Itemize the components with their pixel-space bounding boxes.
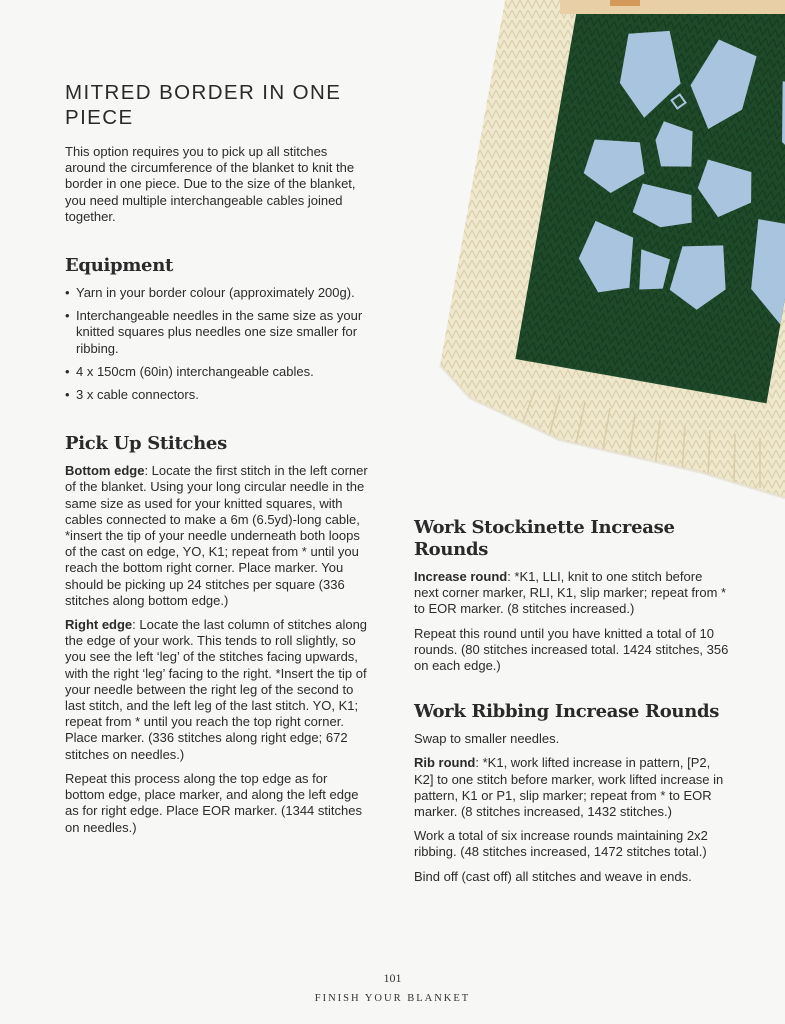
equipment-list (65, 285, 370, 403)
repeat-paragraph: Repeat this process along the top edge as for bottom edge, place marker, and along the left edge as for right edge. Place EOR marker. (1344 stitches on needles.) (65, 770, 362, 835)
ribbing-heading: Work Ribbing Increase Rounds (414, 701, 720, 723)
bottom-edge-paragraph: Bottom edge: Locate the first stitch in the left corner of the blanket. Using your long circular needle in the same size as used for your knitted squares, with cables connected to make a 6m (6.5yd)-long cable, *insert the tip of your needle underneath both loops of the cast on edge, YO, K1; repeat from * until you reach the bottom right corner. Place marker. You should be picking up 24 stitches per square (336 stitches along bottom edge.) (65, 463, 368, 608)
stockinette-repeat-paragraph: Repeat this round until you have knitted a total of 10 rounds. (80 stitches increased total. 1424 stitches, 356 on each edge.) (414, 625, 729, 674)
bullet: • (65, 363, 70, 379)
list-item: • 3 x cable connectors. (65, 387, 199, 403)
intro-paragraph: This option requires you to pick up all stitches around the circumference of the blanket to knit the border in one piece. Due to the size of the blanket, you need multiple interchangeable cables joined together. (65, 144, 356, 224)
bullet: • (65, 387, 70, 403)
bullet: • (65, 285, 70, 301)
page-title: MITRED BORDER IN ONE PIECE (65, 81, 342, 129)
bind-off-paragraph: Bind off (cast off) all stitches and weave in ends. (414, 868, 692, 884)
bullet: • (65, 308, 70, 324)
swap-needles-paragraph: Swap to smaller needles. (414, 731, 560, 747)
list-item: • 4 x 150cm (60in) interchangeable cables. (65, 363, 314, 379)
equipment-heading: Equipment (65, 255, 174, 277)
right-edge-paragraph: Right edge: Locate the last column of stitches along the edge of your work. This tends to roll slightly, so you see the left ‘leg’ of the stitches facing upwards, with the right ‘leg’ facing to the right. *Insert the tip of your needle between the right leg of the second to last stitch, and the left leg of the last stitch. YO, K1; repeat from * until you reach the top right corner. Place marker. (336 stitches along right edge; 672 stitches on needles.) (65, 617, 368, 762)
page-number: 101 (383, 971, 402, 985)
list-item: • Yarn in your border colour (approximately 200g). (65, 285, 355, 301)
section-footer: FINISH YOUR BLANKET (314, 993, 471, 1004)
list-item: • Interchangeable needles in the same size as your knitted squares plus needles one size smaller for ribbing. (65, 308, 363, 356)
left-column (65, 80, 370, 844)
stockinette-heading: Work Stockinette Increase Rounds (414, 517, 675, 560)
increase-round-paragraph: Increase round: *K1, LLI, knit to one stitch before next corner marker, RLI, K1, slip marker; repeat from * to EOR marker. (8 stitches increased.) (414, 569, 727, 617)
rib-round-paragraph: Rib round: *K1, work lifted increase in pattern, [P2, K2] to one stitch before marker, work lifted increase in pattern, K1 or P1, slip marker; repeat from * to EOR marker. (8 stitches increased, 1432 stitches.) (414, 755, 724, 820)
rib-total-paragraph: Work a total of six increase rounds maintaining 2x2 ribbing. (48 stitches increased, 1472 stitches total.) (414, 828, 708, 860)
pickup-heading: Pick Up Stitches (65, 433, 227, 455)
right-column (414, 517, 729, 893)
